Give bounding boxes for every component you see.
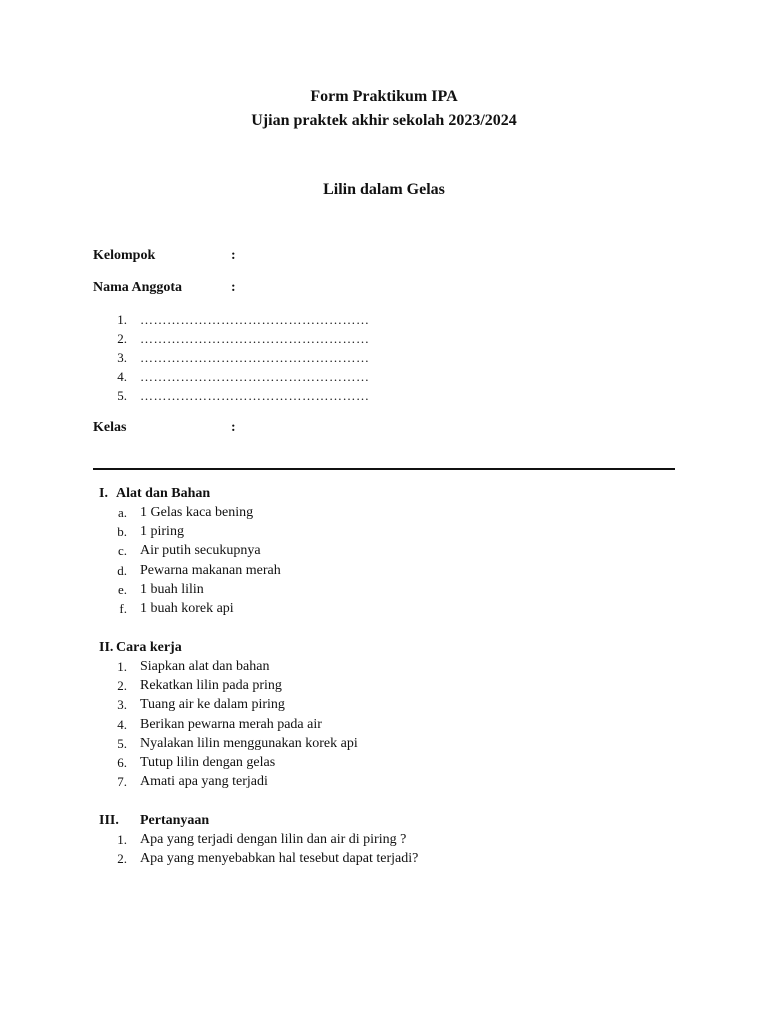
section-1-heading: Alat dan Bahan (116, 486, 211, 501)
divider-line (93, 468, 675, 470)
list-item: Tutup lilin dengan gelas (140, 755, 276, 770)
list-item: Apa yang terjadi dengan lilin dan air di piring ? (140, 832, 407, 847)
list-marker: c. (117, 543, 127, 558)
list-marker: 1. (117, 659, 127, 674)
member-number: 5. (117, 388, 127, 403)
section-2-numeral: II. (99, 640, 114, 655)
list-marker: 2. (117, 678, 127, 693)
list-item: 1 piring (140, 524, 184, 539)
list-marker: 5. (117, 736, 127, 751)
section-3-numeral: III. (99, 813, 119, 828)
member-blank-1: …………………………………………… (140, 312, 370, 327)
list-marker: 3. (117, 697, 127, 712)
list-marker: a. (117, 505, 127, 520)
form-subtitle: Ujian praktek akhir sekolah 2023/2024 (251, 112, 517, 129)
list-item: 1 buah korek api (140, 601, 234, 616)
member-number: 2. (117, 331, 127, 346)
list-marker: f. (119, 601, 127, 616)
experiment-title: Lilin dalam Gelas (323, 181, 445, 198)
list-marker: 7. (117, 774, 127, 789)
member-number: 3. (117, 350, 127, 365)
list-marker: d. (117, 563, 127, 578)
kelas-label: Kelas (93, 420, 127, 435)
list-item: 1 buah lilin (140, 582, 204, 597)
anggota-colon: : (231, 280, 236, 295)
list-item: Rekatkan lilin pada pring (140, 678, 282, 693)
member-number: 4. (117, 369, 127, 384)
kelas-colon: : (231, 420, 236, 435)
kelompok-label: Kelompok (93, 248, 156, 263)
section-1-numeral: I. (99, 486, 108, 501)
list-item: 1 Gelas kaca bening (140, 505, 254, 520)
list-marker: 2. (117, 851, 127, 866)
kelompok-colon: : (231, 248, 236, 263)
member-number: 1. (117, 312, 127, 327)
list-marker: 4. (117, 717, 127, 732)
anggota-label: Nama Anggota (93, 280, 183, 295)
section-2-heading: Cara kerja (116, 640, 182, 655)
list-marker: 1. (117, 832, 127, 847)
list-marker: 6. (117, 755, 127, 770)
list-item: Berikan pewarna merah pada air (140, 717, 322, 732)
list-marker: e. (117, 582, 127, 597)
list-item: Apa yang menyebabkan hal tesebut dapat terjadi? (140, 851, 419, 866)
member-blank-5: …………………………………………… (140, 388, 370, 403)
member-blank-3: …………………………………………… (140, 350, 370, 365)
member-blank-2: …………………………………………… (140, 331, 370, 346)
list-item: Siapkan alat dan bahan (140, 659, 270, 674)
list-item: Tuang air ke dalam piring (140, 697, 285, 712)
member-blank-4: …………………………………………… (140, 369, 370, 384)
section-3-heading: Pertanyaan (140, 813, 210, 828)
form-title: Form Praktikum IPA (310, 88, 458, 105)
list-item: Nyalakan lilin menggunakan korek api (140, 736, 358, 751)
list-marker: b. (117, 524, 127, 539)
list-item: Pewarna makanan merah (140, 563, 281, 578)
list-item: Air putih secukupnya (140, 543, 261, 558)
list-item: Amati apa yang terjadi (140, 774, 268, 789)
